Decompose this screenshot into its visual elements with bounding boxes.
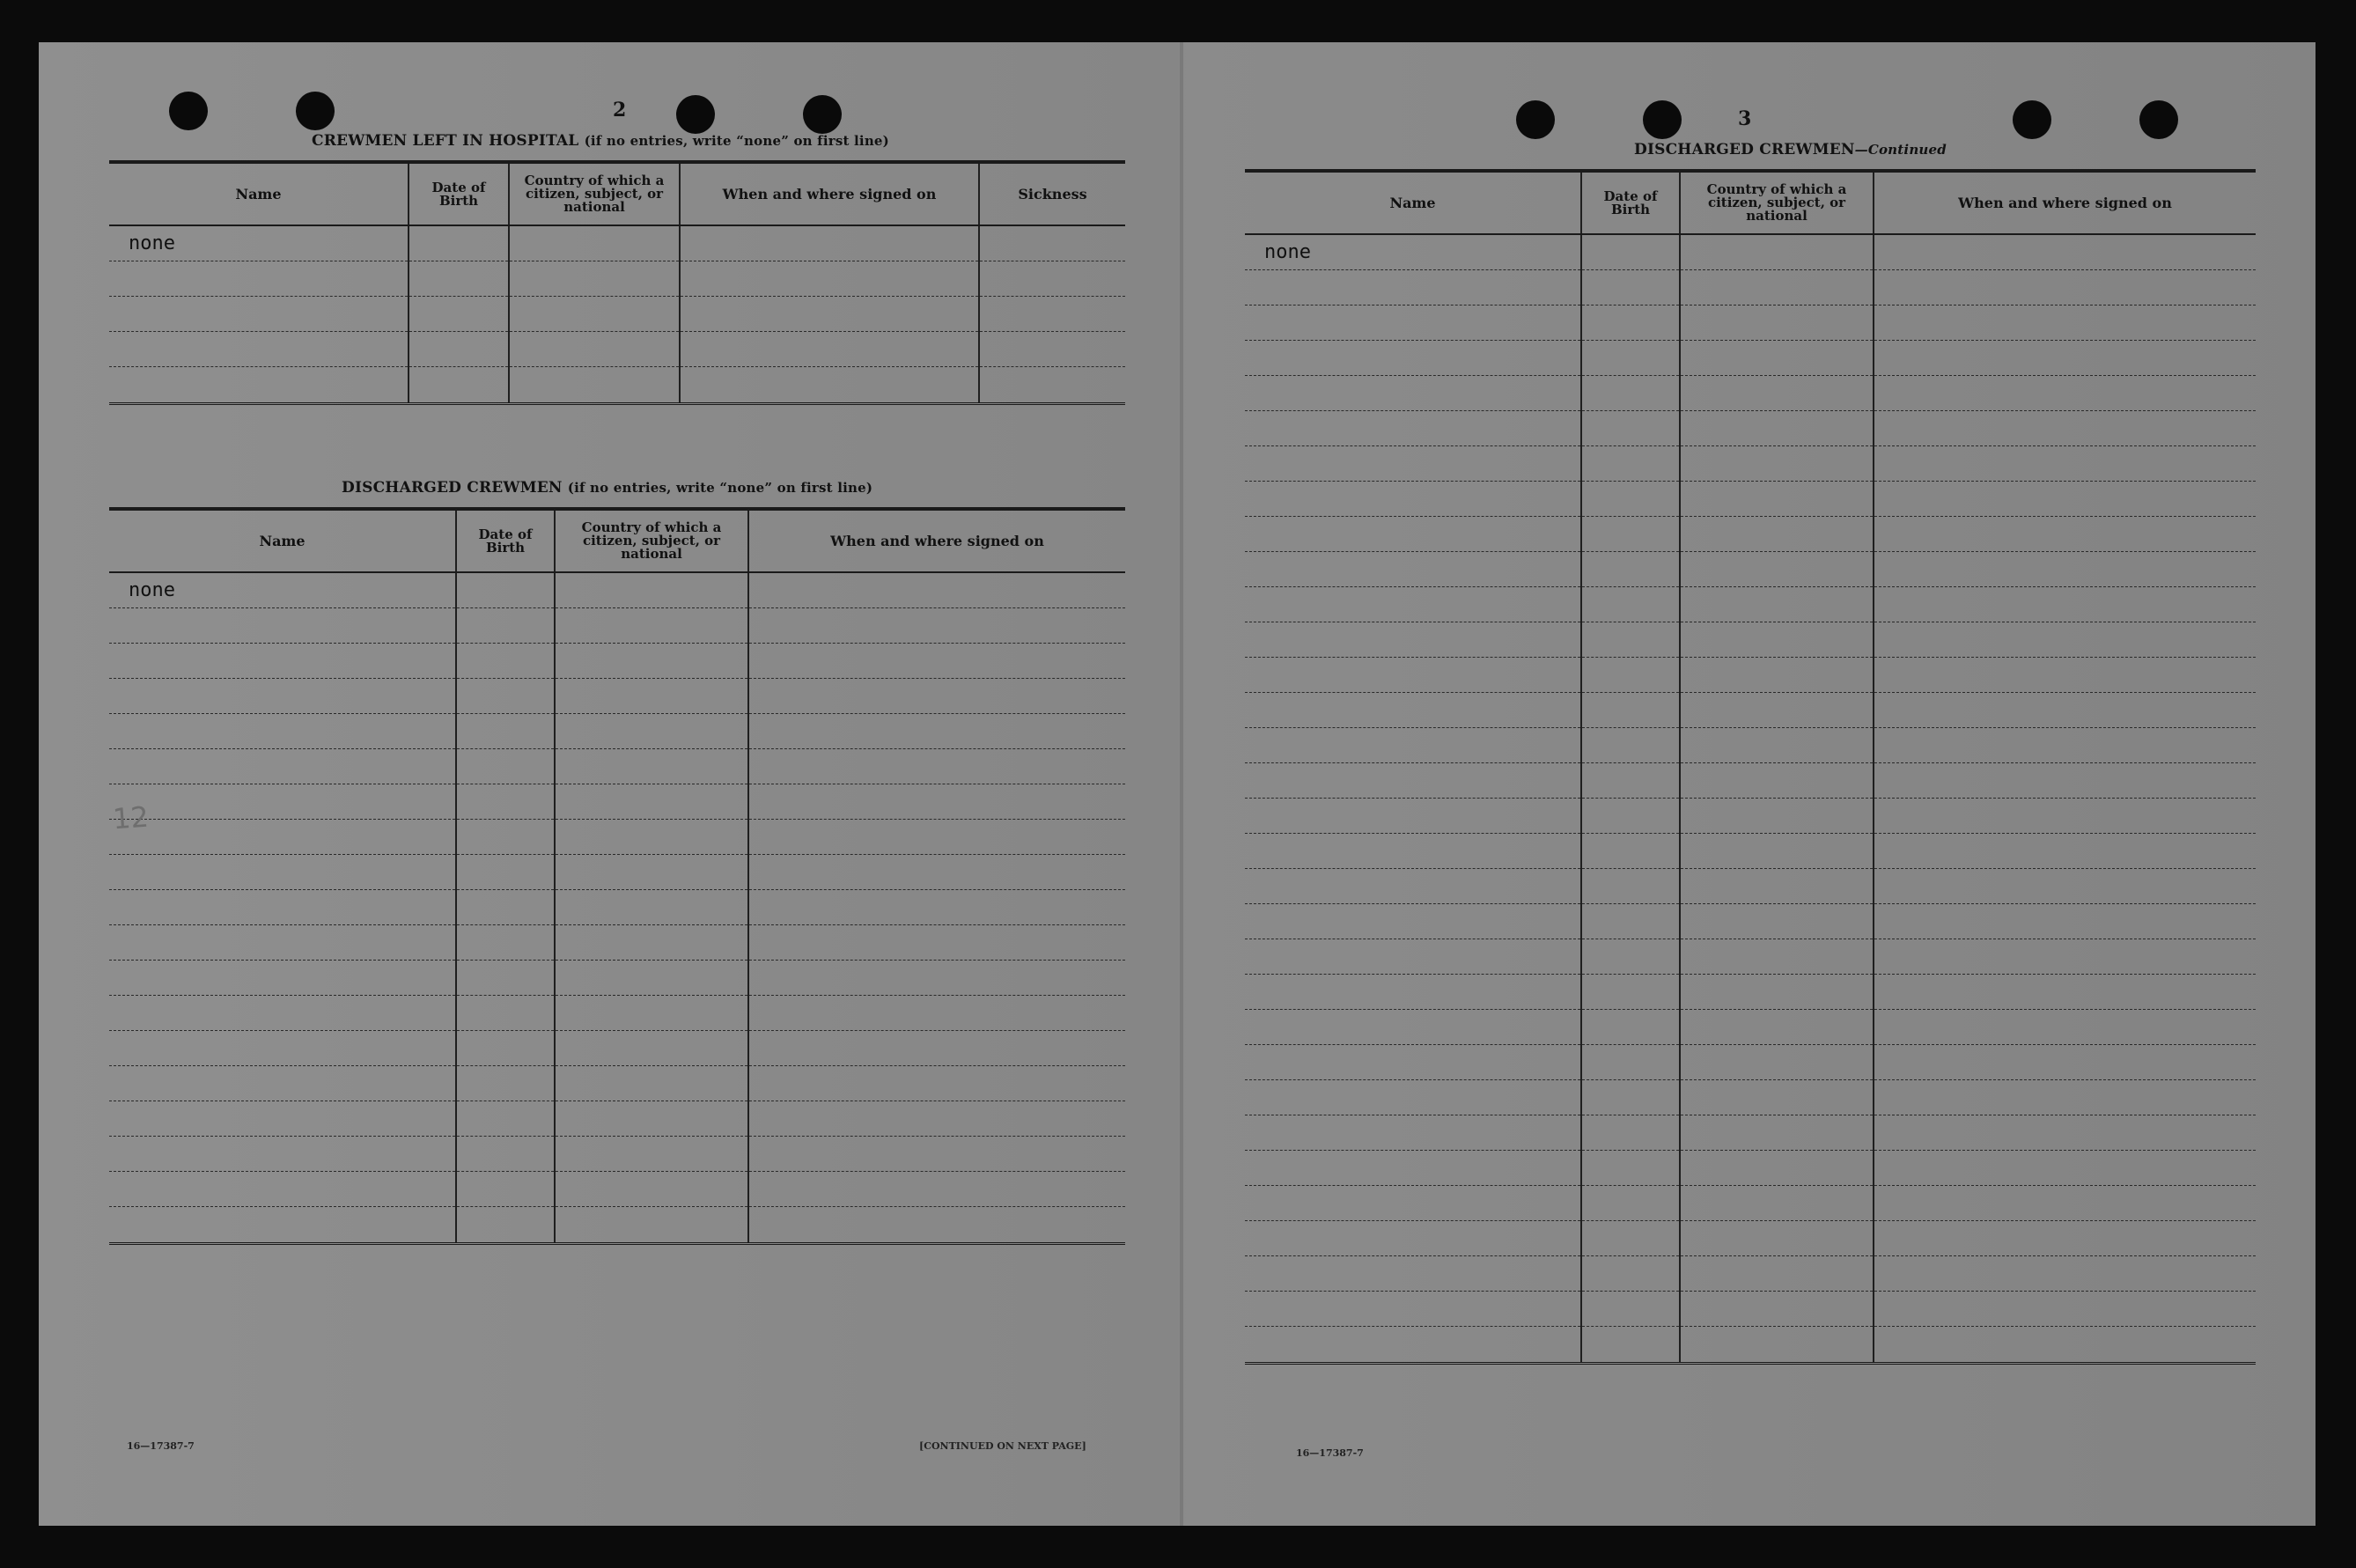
col-sickness-header: Sickness	[979, 162, 1125, 225]
col-dob-header: Date of Birth	[456, 509, 555, 572]
punch-hole	[2013, 100, 2051, 139]
scanned-document	[39, 42, 2316, 1526]
punch-hole	[676, 95, 715, 134]
table-cell-name: none	[1245, 234, 1581, 269]
form-number: 16—17387-7	[1296, 1447, 1364, 1459]
punch-hole	[1643, 100, 1682, 139]
pencil-annotation: 12	[111, 799, 150, 836]
hospital-section-title	[312, 132, 889, 150]
col-country-header: Country of which a citizen, subject, or national	[509, 162, 680, 225]
col-dob-header: Date of Birth	[409, 162, 509, 225]
form-number: 16—17387-7	[127, 1440, 195, 1452]
hospital-title-text: CREWMEN LEFT IN HOSPITAL	[312, 132, 579, 150]
right-page	[1183, 42, 2316, 1526]
table-cell-name: none	[109, 225, 409, 261]
punch-hole	[169, 92, 208, 130]
continued-suffix: —Continued	[1854, 142, 1947, 158]
page-number: 2	[613, 99, 627, 121]
punch-hole	[296, 92, 335, 130]
col-signed-on-header: When and where signed on	[1874, 171, 2256, 234]
discharged-continued-title	[1634, 141, 1947, 158]
discharged-title-text: DISCHARGED CREWMEN	[342, 479, 563, 497]
discharged-title-note: (if no entries, write “none” on first line)	[567, 480, 873, 496]
col-name-header: Name	[1245, 171, 1581, 234]
left-page	[39, 42, 1180, 1526]
hospital-title-note: (if no entries, write “none” on first line)	[584, 133, 889, 149]
discharged-continued-table	[1245, 169, 2256, 1365]
continued-note: [CONTINUED ON NEXT PAGE]	[919, 1440, 1086, 1452]
punch-hole	[2139, 100, 2178, 139]
col-name-header: Name	[109, 162, 409, 225]
discharged-section-title	[342, 479, 872, 497]
discharged-table	[109, 507, 1125, 1245]
discharged-continued-title-text: DISCHARGED CREWMEN	[1634, 141, 1855, 158]
table-cell-name: none	[109, 572, 456, 607]
col-signed-on-header: When and where signed on	[680, 162, 979, 225]
col-country-header: Country of which a citizen, subject, or national	[555, 509, 748, 572]
col-dob-header: Date of Birth	[1581, 171, 1680, 234]
page-number: 3	[1738, 107, 1752, 130]
hospital-table	[109, 160, 1125, 405]
col-name-header: Name	[109, 509, 456, 572]
punch-hole	[1516, 100, 1555, 139]
col-signed-on-header: When and where signed on	[748, 509, 1125, 572]
col-country-header: Country of which a citizen, subject, or national	[1680, 171, 1874, 234]
punch-hole	[803, 95, 842, 134]
